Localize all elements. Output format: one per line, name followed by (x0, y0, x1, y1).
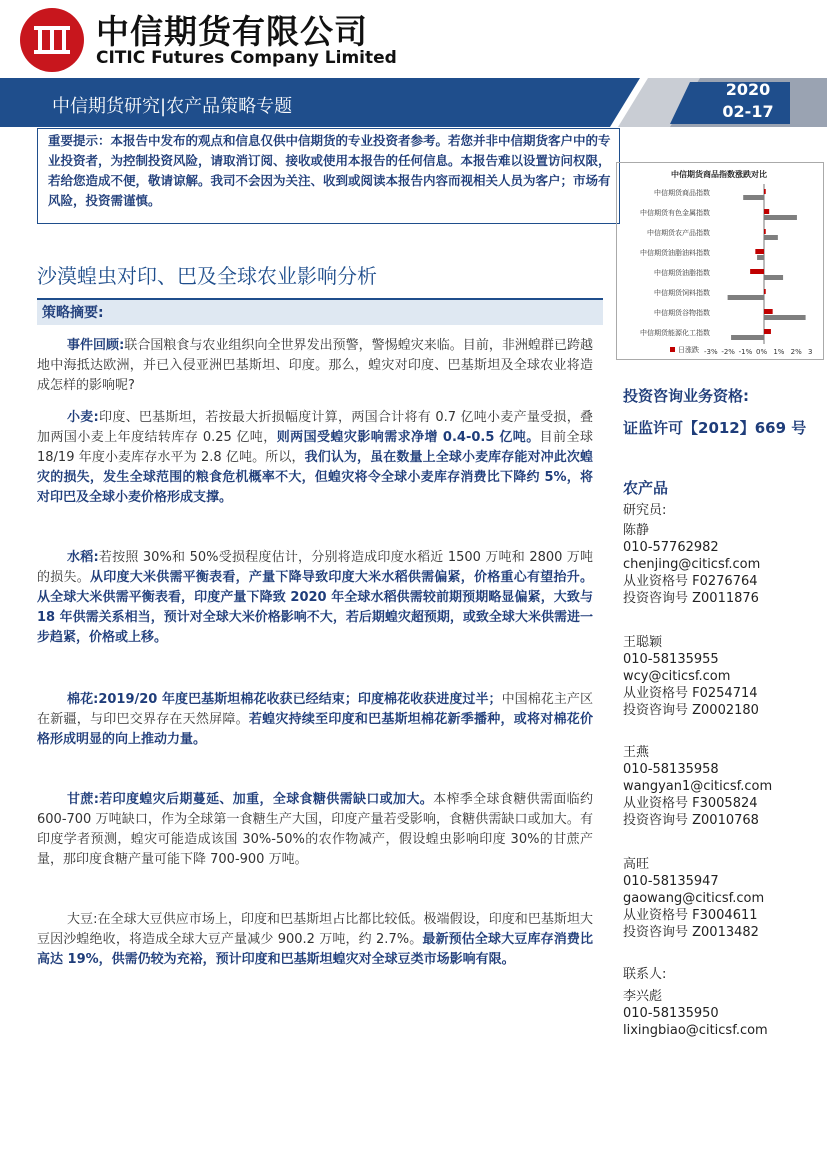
chart-bar-series-0 (764, 229, 766, 234)
chart-title: 中信期货商品指数涨跌对比 (671, 170, 767, 179)
paragraph-text: 中国棉花主产区在新疆，与印巴交界存在天然屏障。 (37, 692, 593, 727)
paragraph-sugarcane (37, 790, 593, 870)
paragraph-text: 印度、巴基斯坦，若按最大折损幅度计算，两国合计将有 0.7 亿吨小麦产量受损，叠加两国小麦上年度结转库存 0.25 亿吨， (37, 410, 593, 445)
researcher-email[interactable]: chenjing@citicsf.com (623, 557, 761, 572)
contact-label: 联系人: (623, 967, 667, 982)
chart-bar-series-1 (764, 235, 778, 240)
chart-category-label: 中信期货谷物指数 (654, 309, 710, 317)
qualification-title: 投资咨询业务资格: (623, 387, 749, 405)
researcher-name: 王聪颖 (623, 635, 663, 650)
chart-bar-series-0 (764, 189, 766, 194)
paragraph-heading: 棉花: (67, 692, 99, 707)
researcher-name: 高旺 (623, 857, 650, 872)
researcher-cert: 从业资格号 F3005824 (623, 796, 758, 811)
chart-category-label: 中信期货商品指数 (654, 189, 710, 197)
chart-bar-series-1 (764, 215, 797, 220)
chart-category-label: 中信期货有色金属指数 (640, 209, 710, 217)
researcher-phone: 010-58135958 (623, 762, 719, 777)
chart-tick-label: 1% (773, 348, 785, 356)
chart-tick-label: -1% (738, 348, 753, 356)
researcher-phone: 010-57762982 (623, 540, 719, 555)
chart-bar-series-1 (731, 335, 764, 340)
researcher-phone: 010-58135947 (623, 874, 719, 889)
paragraph-emphasis: 从印度大米供需平衡表看，产量下降导致印度大米水稻供需偏紧，价格重心有望抬升。从全球大米供需平衡表看，印度产量下降致 2020 年全球水稻供需较前期预期略显偏紧，大致与 18 年供需关系相当，预计对全球大米价格影响不大，若后期蝗灾超预期，或致全球大米供需进一步趋紧，价格或上移。 (37, 570, 593, 645)
paragraph-heading: 甘蔗: (67, 792, 99, 807)
researcher-cert: 从业资格号 F0276764 (623, 574, 758, 589)
paragraph-heading: 水稻: (67, 550, 99, 565)
paragraph-emphasis: 则两国受蝗灾影响需求净增 0.4-0.5 亿吨。 (276, 430, 540, 445)
paragraph-emphasis: 最新预估全球大豆库存消费比高达 19%，供需仍较为充裕，预计印度和巴基斯坦蝗灾对全球豆类市场影响有限。 (37, 932, 593, 967)
researcher-consult: 投资咨询号 Z0013482 (623, 925, 759, 940)
summary-label: 策略摘要: (42, 305, 104, 321)
chart-bar-series-0 (764, 209, 769, 214)
paragraph-heading: 事件回顾: (67, 338, 125, 353)
paragraph-text: 若按照 30%和 50%受损程度估计，分别将造成印度水稻近 1500 万吨和 2800 万吨的损失。 (37, 550, 593, 585)
paragraph-emphasis: 若印度蝗灾后期蔓延、加重，全球食糖供需缺口或加大。 (98, 792, 434, 807)
chart-bar-series-0 (750, 269, 764, 274)
researcher-cert: 从业资格号 F3004611 (623, 908, 758, 923)
chart-tick-label: -2% (721, 348, 735, 356)
contact-phone: 010-58135950 (623, 1006, 719, 1021)
chart-category-label: 中信期货饲料指数 (654, 289, 710, 297)
researcher-label: 研究员: (623, 503, 667, 518)
chart-plot (0, 0, 827, 380)
paragraph-cotton (37, 690, 593, 750)
chart-bar-series-1 (728, 295, 764, 300)
researcher-consult: 投资咨询号 Z0010768 (623, 813, 759, 828)
qualification-license: 证监许可【2012】669 号 (623, 419, 807, 437)
paragraph-emphasis: 我们认为，虽在数量上全球小麦库存能对冲此次蝗灾的损失，发生全球范围的粮食危机概率不大，但蝗灾将令全球小麦库存消费比下降约 5%，将对印巴及全球小麦价格形成支撑。 (37, 450, 593, 505)
department-label: 农产品 (623, 479, 669, 497)
chart-bar-series-0 (764, 329, 771, 334)
chart-legend (670, 345, 699, 355)
contact-name: 李兴彪 (623, 989, 663, 1004)
chart-category-label: 中信期货能源化工指数 (640, 329, 710, 337)
researcher-phone: 010-58135955 (623, 652, 719, 667)
chart-bar-series-1 (764, 275, 783, 280)
paragraph-soybean (37, 910, 593, 970)
chart-bar-series-0 (764, 309, 773, 314)
researcher-consult: 投资咨询号 Z0011876 (623, 591, 759, 606)
researcher-email[interactable]: wcy@citicsf.com (623, 669, 731, 684)
banner-title: 中信期货研究|农产品策略专题 (52, 96, 293, 117)
paragraph-emphasis: 2019/20 年度巴基斯坦棉花收获已经结束；印度棉花收获进度过半； (98, 692, 502, 707)
paragraph-text: 在全球大豆供应市场上，印度和巴基斯坦占比都比较低。极端假设，印度和巴基斯坦大豆因沙蝗绝收，将造成全球大豆产量减少 900.2 万吨，约 2.7%。 (37, 912, 593, 947)
researcher-email[interactable]: gaowang@citicsf.com (623, 891, 765, 906)
chart-bar-series-0 (764, 289, 766, 294)
chart-bar-series-1 (757, 255, 764, 260)
researcher-email[interactable]: wangyan1@citicsf.com (623, 779, 773, 794)
paragraph-heading: 大豆: (67, 912, 98, 927)
disclaimer-notice: 重要提示：本报告中发布的观点和信息仅供中信期货的专业投资者参考。若您并非中信期货客户中的专业投资者，为控制投资风险，请取消订阅、接收或使用本报告的任何信息。本报告难以设置访问权限，若给您造成不便，敬请谅解。我司不会因为关注、收到或阅读本报告内容而视相关人员为客户；市场有风险，投资需谨慎。 (37, 128, 620, 224)
chart-tick-label: 3 (808, 348, 813, 356)
paragraph-emphasis: 若蝗灾持续至印度和巴基斯坦棉花新季播种，或将对棉花价格形成明显的向上推动力量。 (37, 712, 593, 747)
chart-category-label: 中信期货油脂指数 (654, 269, 710, 277)
chart-category-label: 中信期货油脂油料指数 (640, 249, 710, 257)
chart-category-label: 中信期货农产品指数 (647, 229, 710, 237)
researcher-name: 陈静 (623, 523, 650, 538)
chart-tick-label: 0% (756, 348, 768, 356)
company-name-en: CITIC Futures Company Limited (96, 48, 397, 68)
paragraph-rice (37, 548, 593, 648)
legend-label: 日涨跌 (678, 346, 699, 354)
researcher-name: 王燕 (623, 745, 650, 760)
researcher-cert: 从业资格号 F0254714 (623, 686, 758, 701)
report-date-year: 2020 (725, 80, 771, 99)
chart-bar-series-1 (764, 315, 806, 320)
chart-bar-series-0 (755, 249, 764, 254)
chart-tick-label: 2% (790, 348, 802, 356)
legend-swatch-icon (670, 347, 675, 352)
report-date-monthday: 02-17 (722, 102, 774, 121)
report-title: 沙漠蝗虫对印、巴及全球农业影响分析 (37, 264, 377, 288)
researcher-consult: 投资咨询号 Z0002180 (623, 703, 759, 718)
chart-tick-label: -3% (704, 348, 718, 356)
chart-bar-series-1 (743, 195, 764, 200)
paragraph-text: 本榨季全球食糖供需面临约 600-700 万吨缺口，作为全球第一食糖生产大国，印度产量若受影响，食糖供需缺口或加大。有印度学者预测，蝗灾可能造成该国 30%-50%的农作物减产，假设蝗虫影响印度 30%的甘蔗产量，那印度食糖产量可能下降 700-900 万吨。 (37, 792, 593, 867)
company-name-cn: 中信期货有限公司 (96, 12, 368, 51)
contact-email[interactable]: lixingbiao@citicsf.com (623, 1023, 768, 1038)
paragraph-text: 目前全球 18/19 年度小麦库存水平为 2.8 亿吨。所以， (37, 430, 593, 465)
paragraph-text: 联合国粮食与农业组织向全世界发出预警，警惕蝗灾来临。目前，非洲蝗群已跨越地中海抵达欧洲，并已入侵亚洲巴基斯坦、印度。那么，蝗灾对印度、巴基斯坦及全球农业将造成怎样的影响呢? (37, 338, 593, 393)
paragraph-heading: 小麦: (67, 410, 99, 425)
paragraph-wheat (37, 408, 593, 508)
